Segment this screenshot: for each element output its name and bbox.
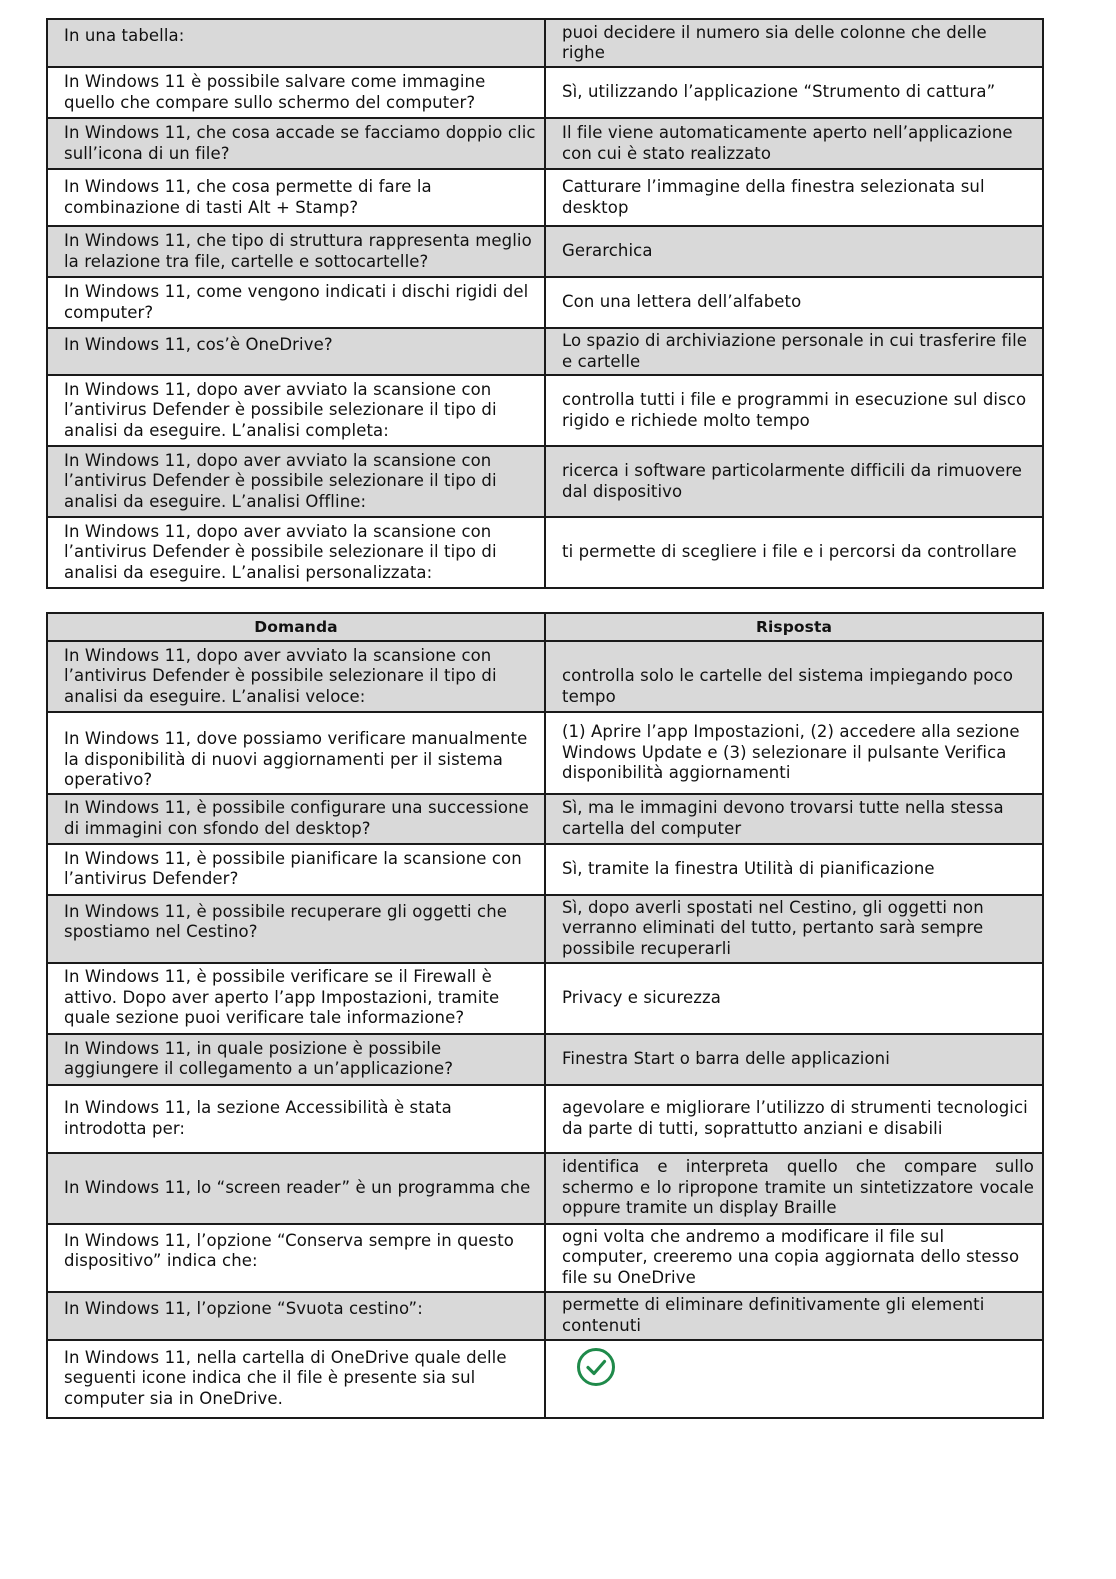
table-row bbox=[47, 794, 1043, 844]
question-cell: In Windows 11, dove possiamo verificare manualmente la disponibilità di nuovi aggiornamenti per il sistema operativo? bbox=[47, 712, 545, 794]
question-cell: In Windows 11, nella cartella di OneDrive quale delle seguenti icone indica che il file è presente sia sul computer sia in OneDrive. bbox=[47, 1340, 545, 1418]
question-cell: In Windows 11, cos’è OneDrive? bbox=[47, 328, 545, 375]
table-row bbox=[47, 641, 1043, 712]
table-row bbox=[47, 19, 1043, 67]
question-cell: In Windows 11, dopo aver avviato la scansione con l’antivirus Defender è possibile selezionare il tipo di analisi da eseguire. L’analisi Offline: bbox=[47, 446, 545, 517]
answer-cell: identifica e interpreta quello che compare sullo schermo e lo ripropone tramite un sintetizzatore vocale oppure tramite un display Braille bbox=[545, 1153, 1043, 1224]
question-cell: In Windows 11, che tipo di struttura rappresenta meglio la relazione tra file, cartelle e sottocartelle? bbox=[47, 226, 545, 277]
question-cell: In Windows 11, dopo aver avviato la scansione con l’antivirus Defender è possibile selezionare il tipo di analisi da eseguire. L’analisi completa: bbox=[47, 375, 545, 446]
answer-cell: ti permette di scegliere i file e i percorsi da controllare bbox=[545, 517, 1043, 588]
table-row bbox=[47, 67, 1043, 118]
answer-cell: Catturare l’immagine della finestra selezionata sul desktop bbox=[545, 169, 1043, 226]
column-header-question: Domanda bbox=[47, 613, 545, 641]
qa-table-1 bbox=[46, 18, 1044, 589]
table-row bbox=[47, 1224, 1043, 1292]
answer-cell: puoi decidere il numero sia delle colonne che delle righe bbox=[545, 19, 1043, 67]
question-cell: In Windows 11, che cosa accade se facciamo doppio clic sull’icona di un file? bbox=[47, 118, 545, 169]
answer-cell: ogni volta che andremo a modificare il file sul computer, creeremo una copia aggiornata dello stesso file su OneDrive bbox=[545, 1224, 1043, 1292]
table-row bbox=[47, 1085, 1043, 1153]
question-cell: In Windows 11, dopo aver avviato la scansione con l’antivirus Defender è possibile selezionare il tipo di analisi da eseguire. L’analisi personalizzata: bbox=[47, 517, 545, 588]
question-cell: In Windows 11, dopo aver avviato la scansione con l’antivirus Defender è possibile selezionare il tipo di analisi da eseguire. L’analisi veloce: bbox=[47, 641, 545, 712]
table-row bbox=[47, 328, 1043, 375]
table-row bbox=[47, 895, 1043, 963]
table-row bbox=[47, 517, 1043, 588]
table-row bbox=[47, 712, 1043, 794]
answer-cell: Sì, tramite la finestra Utilità di pianificazione bbox=[545, 844, 1043, 895]
answer-cell: Gerarchica bbox=[545, 226, 1043, 277]
table-row bbox=[47, 1292, 1043, 1340]
question-cell: In Windows 11, è possibile recuperare gli oggetti che spostiamo nel Cestino? bbox=[47, 895, 545, 963]
answer-cell: permette di eliminare definitivamente gli elementi contenuti bbox=[545, 1292, 1043, 1340]
table-row bbox=[47, 844, 1043, 895]
answer-cell: agevolare e migliorare l’utilizzo di strumenti tecnologici da parte di tutti, soprattutto anziani e disabili bbox=[545, 1085, 1043, 1153]
answer-cell: Con una lettera dell’alfabeto bbox=[545, 277, 1043, 328]
question-cell: In Windows 11 è possibile salvare come immagine quello che compare sullo schermo del computer? bbox=[47, 67, 545, 118]
question-cell: In Windows 11, in quale posizione è possibile aggiungere il collegamento a un’applicazione? bbox=[47, 1034, 545, 1085]
table-row bbox=[47, 1034, 1043, 1085]
answer-cell: controlla solo le cartelle del sistema impiegando poco tempo bbox=[545, 641, 1043, 712]
table-row bbox=[47, 375, 1043, 446]
table-row bbox=[47, 118, 1043, 169]
question-cell: In Windows 11, l’opzione “Conserva sempre in questo dispositivo” indica che: bbox=[47, 1224, 545, 1292]
answer-cell: Il file viene automaticamente aperto nell’applicazione con cui è stato realizzato bbox=[545, 118, 1043, 169]
answer-cell: Privacy e sicurezza bbox=[545, 963, 1043, 1034]
answer-cell: ricerca i software particolarmente difficili da rimuovere dal dispositivo bbox=[545, 446, 1043, 517]
table-row bbox=[47, 963, 1043, 1034]
table-row bbox=[47, 226, 1043, 277]
column-header-answer: Risposta bbox=[545, 613, 1043, 641]
answer-cell: controlla tutti i file e programmi in esecuzione sul disco rigido e richiede molto tempo bbox=[545, 375, 1043, 446]
question-cell: In Windows 11, la sezione Accessibilità è stata introdotta per: bbox=[47, 1085, 545, 1153]
question-cell: In Windows 11, è possibile configurare una successione di immagini con sfondo del desktop? bbox=[47, 794, 545, 844]
question-cell: In Windows 11, che cosa permette di fare la combinazione di tasti Alt + Stamp? bbox=[47, 169, 545, 226]
answer-cell: Sì, dopo averli spostati nel Cestino, gli oggetti non verranno eliminati del tutto, pertanto sarà sempre possibile recuperarli bbox=[545, 895, 1043, 963]
table-row bbox=[47, 446, 1043, 517]
check-circle-icon bbox=[576, 1347, 616, 1387]
answer-cell: Finestra Start o barra delle applicazioni bbox=[545, 1034, 1043, 1085]
table-row bbox=[47, 1153, 1043, 1224]
answer-cell: (1) Aprire l’app Impostazioni, (2) accedere alla sezione Windows Update e (3) selezionare il pulsante Verifica disponibilità aggiornamenti bbox=[545, 712, 1043, 794]
table-row bbox=[47, 277, 1043, 328]
answer-cell-icon bbox=[545, 1340, 1043, 1418]
question-cell: In Windows 11, l’opzione “Svuota cestino”: bbox=[47, 1292, 545, 1340]
question-cell: In Windows 11, è possibile verificare se il Firewall è attivo. Dopo aver aperto l’app Impostazioni, tramite quale sezione puoi verificare tale informazione? bbox=[47, 963, 545, 1034]
table-header-row bbox=[47, 613, 1043, 641]
qa-table-2 bbox=[46, 612, 1044, 1419]
answer-cell: Sì, ma le immagini devono trovarsi tutte nella stessa cartella del computer bbox=[545, 794, 1043, 844]
answer-cell: Sì, utilizzando l’applicazione “Strumento di cattura” bbox=[545, 67, 1043, 118]
table-row bbox=[47, 1340, 1043, 1418]
answer-cell: Lo spazio di archiviazione personale in cui trasferire file e cartelle bbox=[545, 328, 1043, 375]
question-cell: In Windows 11, lo “screen reader” è un programma che bbox=[47, 1153, 545, 1224]
question-cell: In Windows 11, come vengono indicati i dischi rigidi del computer? bbox=[47, 277, 545, 328]
question-cell: In Windows 11, è possibile pianificare la scansione con l’antivirus Defender? bbox=[47, 844, 545, 895]
question-cell: In una tabella: bbox=[47, 19, 545, 67]
table-row bbox=[47, 169, 1043, 226]
